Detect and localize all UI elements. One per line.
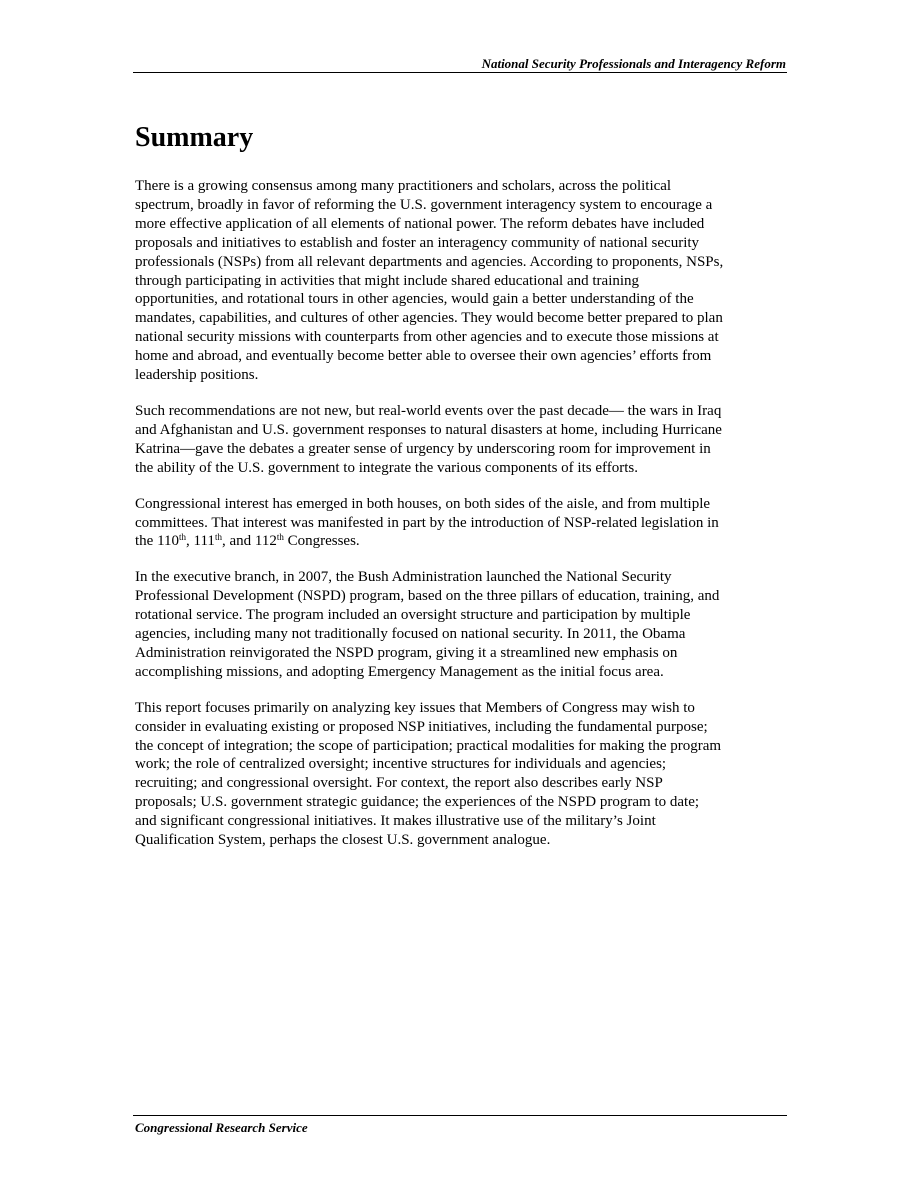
ordinal-suffix: th — [276, 532, 284, 543]
separator: , — [186, 533, 194, 550]
text-line: rotational service. The program included an oversight structure and participation by multiple — [135, 607, 691, 624]
congress-pre: the — [135, 533, 158, 550]
text-line: national security missions with counterparts from other agencies and to execute those missions at — [135, 329, 719, 346]
text-line: Katrina—gave the debates a greater sense of urgency by underscoring room for improvement in — [135, 440, 711, 457]
ordinal-suffix: th — [214, 532, 222, 543]
paragraph-4 — [135, 568, 787, 681]
text-line: There is a growing consensus among many practitioners and scholars, across the political — [135, 178, 672, 194]
page-title: Summary — [135, 122, 254, 153]
paragraph-5 — [135, 699, 787, 850]
text-line: more effective application of all elements of national power. The reform debates have included — [135, 215, 705, 232]
text-line: mandates, capabilities, and cultures of other agencies. They would become better prepared to plan — [135, 310, 723, 327]
text-line: Such recommendations are not new, but real-world events over the past decade— the wars in Iraq — [135, 402, 722, 419]
text-line: consider in evaluating existing or proposed NSP initiatives, including the fundamental purpose; — [135, 718, 708, 735]
text-line: committees. That interest was manifested in part by the introduction of NSP-related legislation in — [135, 514, 719, 531]
text-line: This report focuses primarily on analyzing key issues that Members of Congress may wish to — [135, 699, 695, 716]
text-line: leadership positions. — [135, 367, 259, 384]
congress-110: 110 — [157, 533, 180, 550]
text-line: In the executive branch, in 2007, the Bush Administration launched the National Security — [135, 569, 672, 586]
paragraph-1 — [135, 177, 787, 385]
text-line: Administration reinvigorated the NSPD program, giving it a streamlined new emphasis on — [135, 644, 678, 661]
congress-line — [135, 532, 787, 551]
text-line: proposals and initiatives to establish and foster an interagency community of national security — [135, 234, 700, 251]
text-line: and significant congressional initiatives. It makes illustrative use of the military’s Joint — [135, 813, 656, 830]
congress-111: 111 — [193, 533, 215, 550]
footer-rule — [133, 1115, 787, 1116]
congress-post: Congresses. — [283, 533, 360, 550]
text-line: agencies, including many not traditionally focused on national security. In 2011, the Obama — [135, 626, 686, 643]
text-line: Qualification System, perhaps the closest U.S. government analogue. — [135, 832, 551, 849]
paragraph-2 — [135, 402, 787, 478]
congress-112: 112 — [254, 533, 277, 550]
text-line: proposals; U.S. government strategic guidance; the experiences of the NSPD program to date; — [135, 794, 700, 811]
text-line: opportunities, and rotational tours in other agencies, would gain a better understanding of the — [135, 291, 694, 308]
ordinal-suffix: th — [179, 532, 187, 543]
text-line: through participating in activities that might include shared educational and training — [135, 272, 640, 289]
text-line: spectrum, broadly in favor of reforming the U.S. government interagency system to encourage a — [135, 196, 713, 213]
text-line: and Afghanistan and U.S. government responses to natural disasters at home, including Hurricane — [135, 421, 722, 438]
text-line: Professional Development (NSPD) program, based on the three pillars of education, training, and — [135, 588, 720, 605]
text-line: accomplishing missions, and adopting Emergency Management as the initial focus area. — [135, 663, 664, 680]
text-line: Congressional interest has emerged in both houses, on both sides of the aisle, and from multiple — [135, 495, 711, 512]
separator: , and — [221, 533, 255, 550]
running-footer: Congressional Research Service — [135, 1120, 308, 1135]
text-line: professionals (NSPs) from all relevant departments and agencies. According to proponents, NSPs, — [135, 253, 724, 270]
paragraph-3 — [135, 495, 787, 552]
summary-body — [135, 177, 787, 867]
header-rule — [133, 72, 787, 73]
text-line: recruiting; and congressional oversight. For context, the report also describes early NSP — [135, 775, 663, 792]
text-line: the concept of integration; the scope of participation; practical modalities for making the program — [135, 737, 722, 754]
text-line: work; the role of centralized oversight; incentive structures for individuals and agencies; — [135, 756, 667, 773]
running-header: National Security Professionals and Interagency Reform — [481, 56, 786, 71]
text-line: home and abroad, and eventually become better able to oversee their own agencies’ efforts from — [135, 348, 712, 365]
text-line: the ability of the U.S. government to integrate the various components of its efforts. — [135, 459, 638, 476]
